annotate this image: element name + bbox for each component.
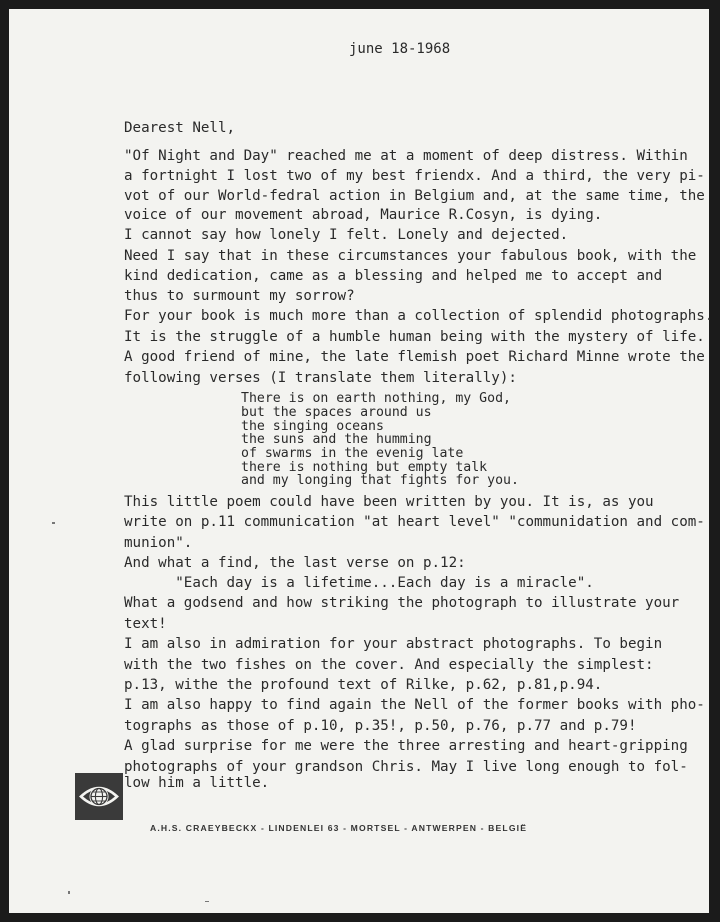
poem-line: but the spaces around us	[241, 405, 432, 420]
body-line: I cannot say how lonely I felt. Lonely and dejected.	[124, 227, 569, 243]
paper-speck	[68, 891, 70, 894]
body-line: write on p.11 communication "at heart level" "communidation and com-	[124, 514, 705, 530]
letter-date: june 18-1968	[349, 41, 451, 57]
poem-line: of swarms in the evenig late	[241, 446, 464, 461]
body-line: with the two fishes on the cover. And especially the simplest:	[124, 657, 654, 673]
body-line: I am also happy to find again the Nell of the former books with pho-	[124, 697, 705, 713]
body-line: low him a little.	[124, 775, 270, 791]
body-line: Need I say that in these circumstances your fabulous book, with the	[124, 248, 697, 264]
body-line: following verses (I translate them literally):	[124, 370, 517, 386]
body-line: text!	[124, 616, 167, 632]
body-line: I am also in admiration for your abstract photographs. To begin	[124, 636, 663, 652]
body-line: This little poem could have been written by you. It is, as you	[124, 494, 654, 510]
poem-line: the suns and the humming	[241, 432, 432, 447]
body-line: A good friend of mine, the late flemish poet Richard Minne wrote the	[124, 349, 705, 365]
body-line: And what a find, the last verse on p.12:	[124, 555, 466, 571]
body-line: photographs of your grandson Chris. May I live long enough to fol-	[124, 759, 688, 775]
poem-line: there is nothing but empty talk	[241, 460, 488, 475]
poem-line: and my longing that fights for you.	[241, 473, 519, 488]
body-line: kind dedication, came as a blessing and helped me to accept and	[124, 268, 663, 284]
body-line: a fortnight I lost two of my best friendx. And a third, the very pi-	[124, 168, 705, 184]
body-line: munion".	[124, 535, 193, 551]
body-line: "Of Night and Day" reached me at a moment of deep distress. Within	[124, 148, 688, 164]
body-line: It is the struggle of a humble human being with the mystery of life.	[124, 329, 705, 345]
paper-speck	[205, 901, 209, 902]
letterhead-footer: A.H.S. CRAEYBECKX - LINDENLEI 63 - MORTSEL - ANTWERPEN - BELGIË	[150, 823, 528, 833]
body-line: A glad surprise for me were the three arresting and heart-gripping	[124, 738, 688, 754]
paper-speck	[52, 522, 55, 524]
body-line: voice of our movement abroad, Maurice R.Cosyn, is dying.	[124, 207, 603, 223]
body-line: For your book is much more than a collection of splendid photographs.	[124, 308, 714, 324]
body-line: tographs as those of p.10, p.35!, p.50, p.76, p.77 and p.79!	[124, 718, 637, 734]
quote-line: "Each day is a lifetime...Each day is a miracle".	[124, 575, 594, 591]
body-line: vot of our World-fedral action in Belgium and, at the same time, the	[124, 188, 705, 204]
body-line: p.13, withe the profound text of Rilke, p.62, p.81,p.94.	[124, 677, 603, 693]
letter-page	[9, 9, 714, 913]
body-line: thus to surmount my sorrow?	[124, 288, 355, 304]
poem-line: There is on earth nothing, my God,	[241, 391, 511, 406]
body-line: What a godsend and how striking the photograph to illustrate your	[124, 595, 680, 611]
poem-line: the singing oceans	[241, 419, 384, 434]
salutation: Dearest Nell,	[124, 120, 236, 136]
eye-globe-icon	[75, 773, 123, 820]
